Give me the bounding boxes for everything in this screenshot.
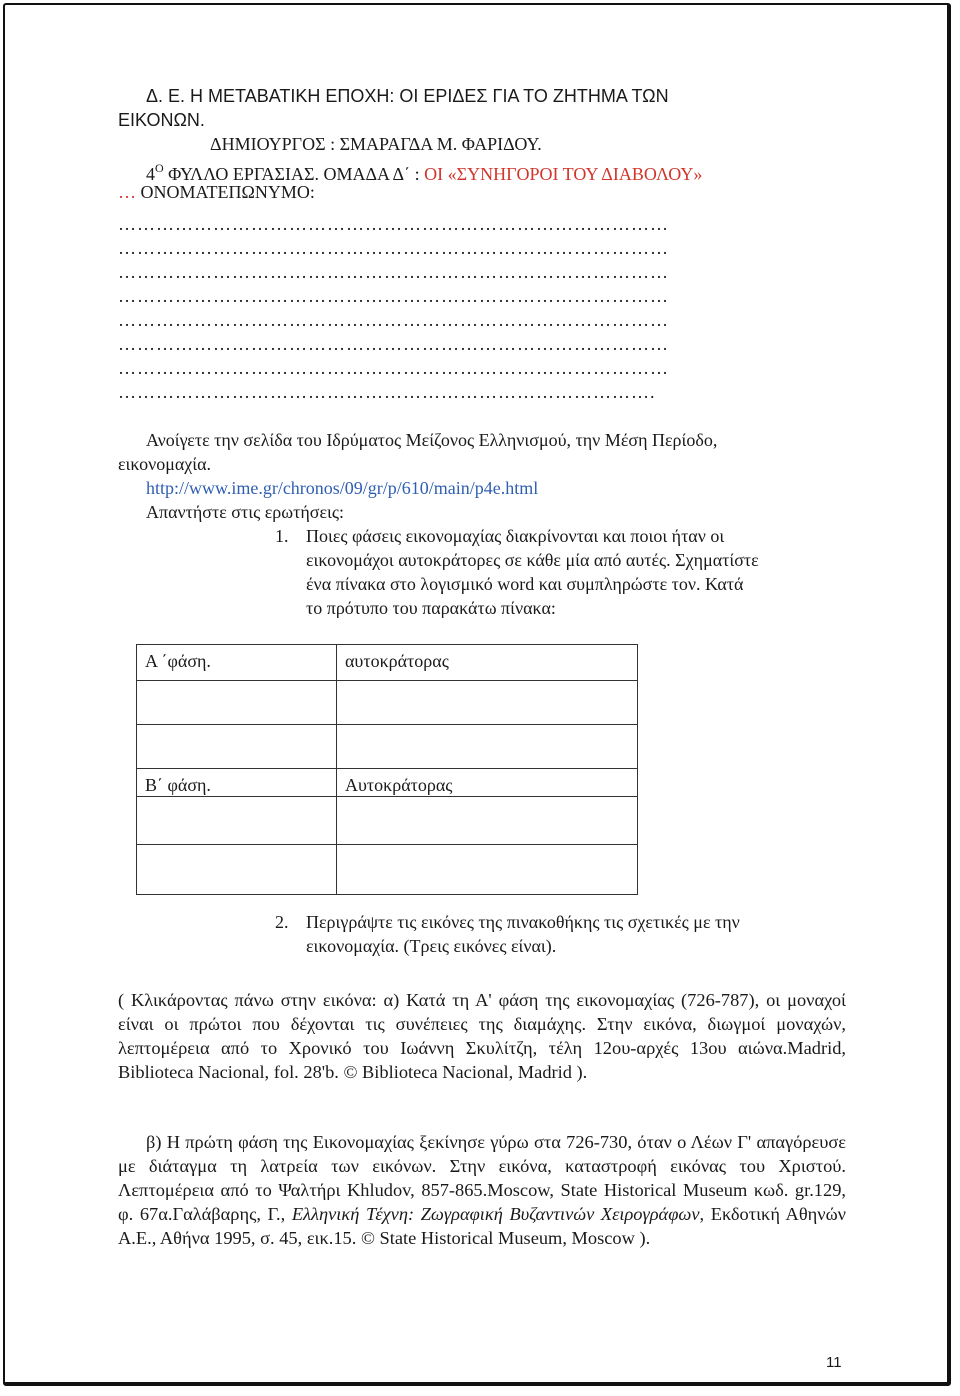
group-name: ΟΙ «ΣΥΝΗΓΟΡΟΙ ΤΟΥ ΔΙΑΒΟΛΟΥ» [424, 164, 703, 184]
emperor-a-cell: αυτοκράτορας [337, 645, 638, 681]
dotted-line: …………………………………………………………………………… [118, 286, 669, 306]
question-1-number: 1. [275, 526, 289, 546]
answer-instruction: Απαντήστε στις ερωτήσεις: [146, 502, 344, 522]
intro-line-2: εικονομαχία. [118, 454, 212, 474]
name-label: ΟΝΟΜΑΤΕΠΩΝΥΜΟ: [136, 182, 315, 202]
question-1-line: ένα πίνακα στο λογισμικό word και συμπληρώστε τον. Κατά [306, 574, 744, 594]
sheet-superscript: Ο [155, 161, 164, 175]
sheet-label: ΦΥΛΛΟ ΕΡΓΑΣΙΑΣ. ΟΜΑΔΑ Δ΄ : [168, 164, 425, 184]
paragraph-b [118, 1130, 846, 1250]
dotted-line: …………………………………………………………………………. [118, 382, 656, 402]
question-1-line: Ποιες φάσεις εικονομαχίας διακρίνονται και ποιοι ήταν οι [306, 526, 725, 546]
title-line-1: Δ. Ε. Η ΜΕΤΑΒΑΤΙΚΗ ΕΠΟΧΗ: ΟΙ ΕΡΙΔΕΣ ΓΙΑ ΤΟ ΖΗΤΗΜΑ ΤΩΝ [146, 86, 669, 106]
question-2-line: Περιγράψτε τις εικόνες της πινακοθήκης τις σχετικές με την [306, 912, 740, 932]
emperor-b-cell: Αυτοκράτορας [337, 769, 638, 797]
name-ellipsis: … [118, 182, 136, 202]
dotted-line: …………………………………………………………………………… [118, 334, 669, 354]
question-1-line: εικονομάχοι αυτοκράτορες σε κάθε μία από αυτές. Σχηματίστε [306, 550, 759, 570]
empty-cell [137, 681, 337, 725]
dotted-line: …………………………………………………………………………… [118, 310, 669, 330]
empty-cell [337, 845, 638, 895]
dotted-line: …………………………………………………………………………… [118, 214, 669, 234]
name-line [118, 180, 315, 204]
paragraph-b-italic-title: Ελληνική Τέχνη: Ζωγραφική Βυζαντινών Χειρογράφων, [291, 1204, 705, 1224]
paragraph-b-text-end: Εκδοτική Αθηνών Α.Ε., Αθήνα 1995, σ. 45, εικ.15. © State Historical Museum, Moscow ). [118, 1204, 846, 1248]
dotted-line: …………………………………………………………………………… [118, 358, 669, 378]
ime-url-link[interactable]: http://www.ime.gr/chronos/09/gr/p/610/main/p4e.html [146, 478, 539, 498]
author-line: ΔΗΜΙΟΥΡΓΟΣ : ΣΜΑΡΑΓΔΑ Μ. ΦΑΡΙΔΟΥ. [210, 134, 542, 154]
empty-cell [337, 797, 638, 845]
intro-line-1: Ανοίγετε την σελίδα του Ιδρύματος Μείζονος Ελληνισμού, την Μέση Περίοδο, [146, 430, 718, 450]
empty-cell [137, 845, 337, 895]
phases-table [136, 644, 638, 895]
question-2-number: 2. [275, 912, 289, 932]
question-2-line: εικονομαχία. (Τρεις εικόνες είναι). [306, 936, 557, 956]
phase-a-cell: Α ΄φάση. [137, 645, 337, 681]
question-1-line: το πρότυπο του παρακάτω πίνακα: [306, 598, 556, 618]
page-number: 11 [826, 1354, 842, 1371]
empty-cell [337, 725, 638, 769]
empty-cell [137, 725, 337, 769]
phase-b-cell: Β΄ φάση. [137, 769, 337, 797]
empty-cell [137, 797, 337, 845]
empty-cell [337, 681, 638, 725]
paragraph-a: ( Κλικάροντας πάνω στην εικόνα: α) Κατά τη Α' φάση της εικονομαχίας (726-787), οι μοναχοί είναι οι πρώτοι που δέχονται τις συνέπειες της διαμάχης. Στην εικόνα, διωγμοί μοναχών, λεπτομέρεια από το Χρονικό του Ιωάννη Σκυλίτζη, τέλη 12ου-αρχές 13ου αιώνα.Madrid, Biblioteca Nacional, fol. 28'b. © Biblioteca Nacional, Madrid ). [118, 990, 846, 1082]
title-line-2: ΕΙΚΟΝΩΝ. [118, 110, 205, 130]
dotted-line: …………………………………………………………………………… [118, 262, 669, 282]
paragraph-b-text: β) Η πρώτη φάση της Εικονομαχίας ξεκίνησε γύρω στα 726-730, όταν ο Λέων Γ' απαγόρευσε με διάταγμα τη λατρεία των εικόνων. Στην εικόνα, καταστροφή εικόνας του Χριστού. Λεπτομέρεια από το Ψαλτήρι Khludov, 857-865.Moscow, State Historical Museum κωδ. gr.129, φ. 67α.Γαλάβαρης, Γ., [118, 1132, 846, 1224]
sheet-number: 4 [146, 164, 155, 184]
dotted-line: …………………………………………………………………………… [118, 238, 669, 258]
